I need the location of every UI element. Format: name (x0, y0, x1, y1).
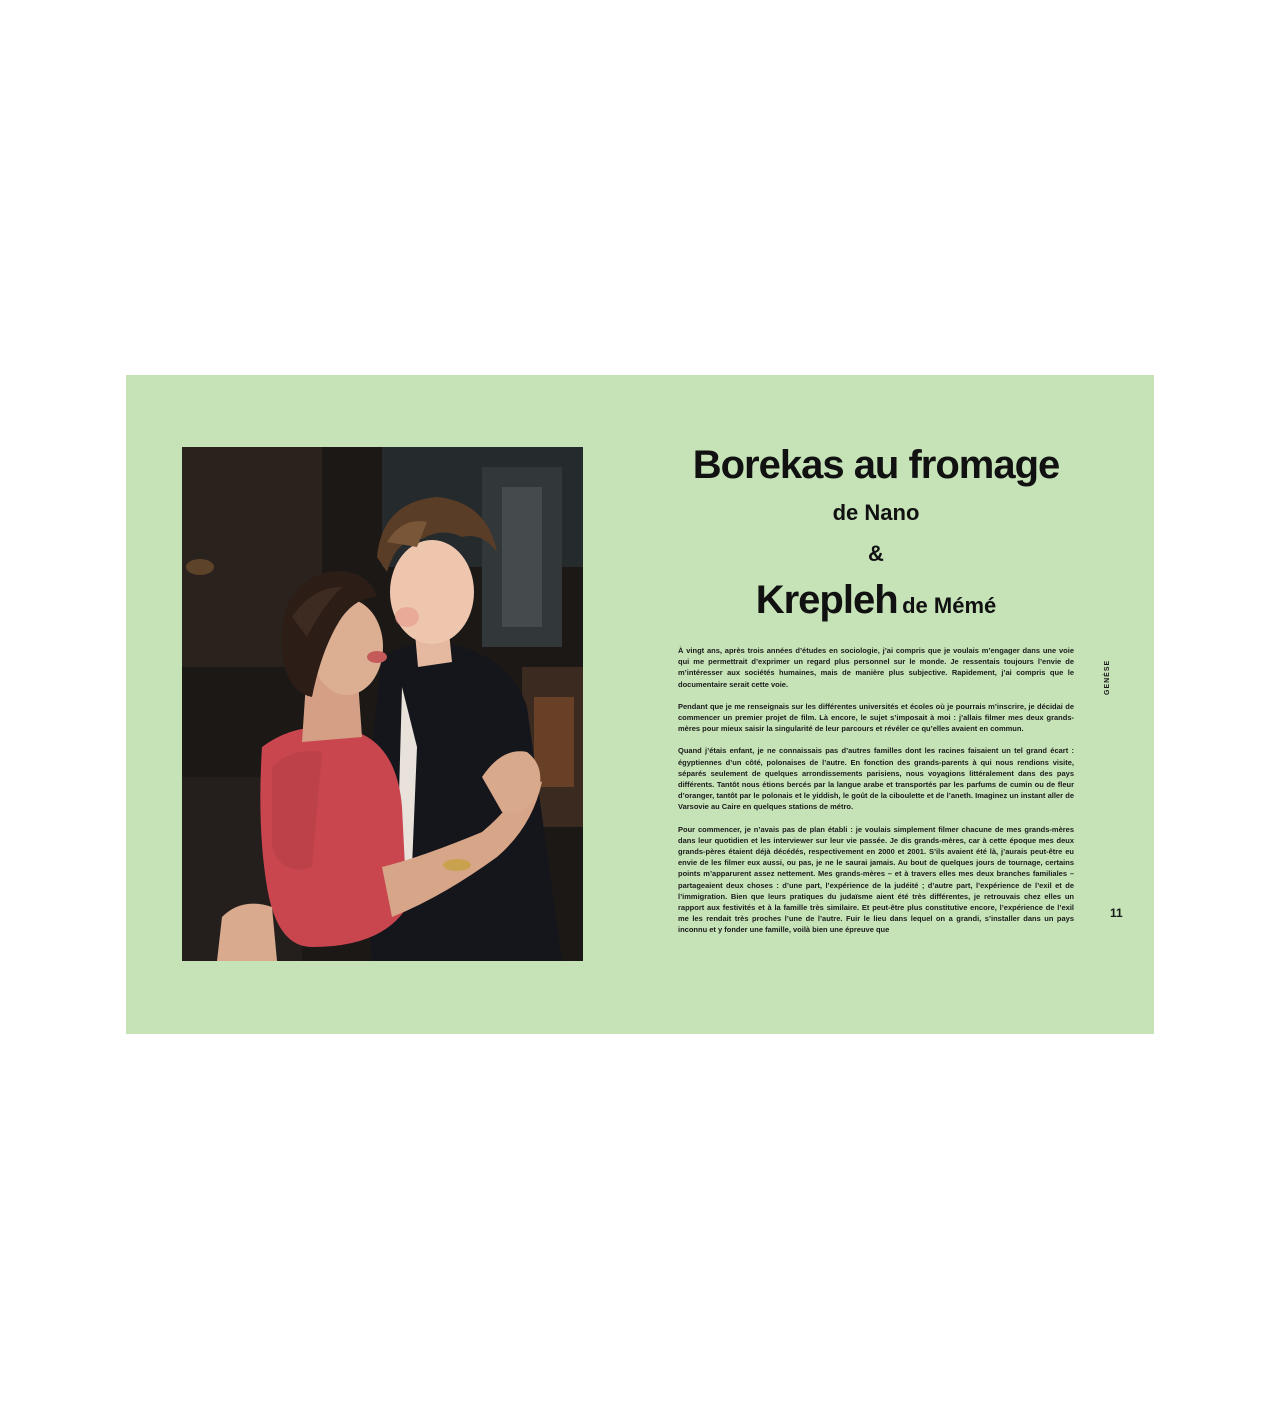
recipe-title-block (646, 437, 1106, 634)
title-ampersand: & (868, 541, 884, 566)
title-line-3 (646, 575, 1106, 634)
paragraph: À vingt ans, après trois années d’études en sociologie, j’ai compris que je voulais m’engager dans une voie qui me permettrait d’exprimer un regard plus personnel sur le monde. Je ressentais toujours l’envie de m’intéresser aux sociétés humaines, mais de manière plus subjective. Rapidement, j’ai compris que le documentaire serait cette voie. (678, 646, 1074, 689)
section-tag: GENÈSE (1104, 659, 1111, 695)
paragraph: Pendant que je me renseignais sur les différentes universités et écoles où je pourrais m’inscrire, je décidai de commencer un premier projet de film. Là encore, le sujet s’imposait à moi : j’allais filmer mes deux grands-mères pour mieux saisir la singularité de leur parcours et révéler ce qu’elles avaient en commun. (678, 701, 1074, 734)
title-line-1: Borekas au fromage (692, 443, 1060, 487)
photo-illustration (182, 447, 583, 961)
paragraph: Quand j’étais enfant, je ne connaissais pas d’autres familles dont les racines faisaient un tel grand écart : égyptiennes d’un côté, polonaises de l’autre. En fonction des grands-parents à qui nous rendions visite, séparés seulement de quelques arrondissements parisiens, nous voyagions littéralement dans des pays différents. Tantôt nous étions bercés par la langue arabe et transportés par les parfums de cumin ou de fleur d’oranger, tantôt par le polonais et le yiddish, le goût de la ciboulette et de l’aneth. Imaginez un instant aller de Varsovie au Caire en quelques stations de métro. (678, 746, 1074, 812)
body-text (678, 645, 1074, 947)
title-line-2: de Nano (832, 500, 920, 525)
photo-grandmother-kissing-grandson (182, 447, 583, 961)
title-line-3-main: Krepleh (755, 578, 898, 622)
page-number: 11 (1110, 906, 1123, 920)
paragraph: Pour commencer, je n’avais pas de plan établi : je voulais simplement filmer chacune de mes grands-mères dans leur quotidien et les interviewer sur leur vie passée. Je dis grands-mères, car à cette époque mes deux grands-pères étaient déjà décédés, respectivement en 2000 et 2001. S’ils avaient été là, j’aurais peut-être eu envie de les filmer eux aussi, ou pas, je ne le saurai jamais. Au bout de quelques jours de tournage, certains points m’apparurent assez nettement. Mes grands-mères – et à travers elles mes deux branches familiales – partageaient deux choses : d’une part, l’expérience de la judéité ; d’autre part, l’expérience de l’exil et de l’immigration. Bien que leurs pratiques du judaïsme aient été très différentes, je retrouvais chez elles un rapport aux festivités et à la famille très similaire. Et peut-être plus constitutive encore, l’expérience de l’exil me les rendait très proches l’une de l’autre. Fuir le lieu dans lequel on a grandi, s’installer dans un pays inconnu et y fonder une famille, voilà bien une épreuve que (678, 824, 1074, 935)
title-line-3-sub: de Mémé (902, 593, 997, 618)
book-spread (126, 375, 1154, 1034)
